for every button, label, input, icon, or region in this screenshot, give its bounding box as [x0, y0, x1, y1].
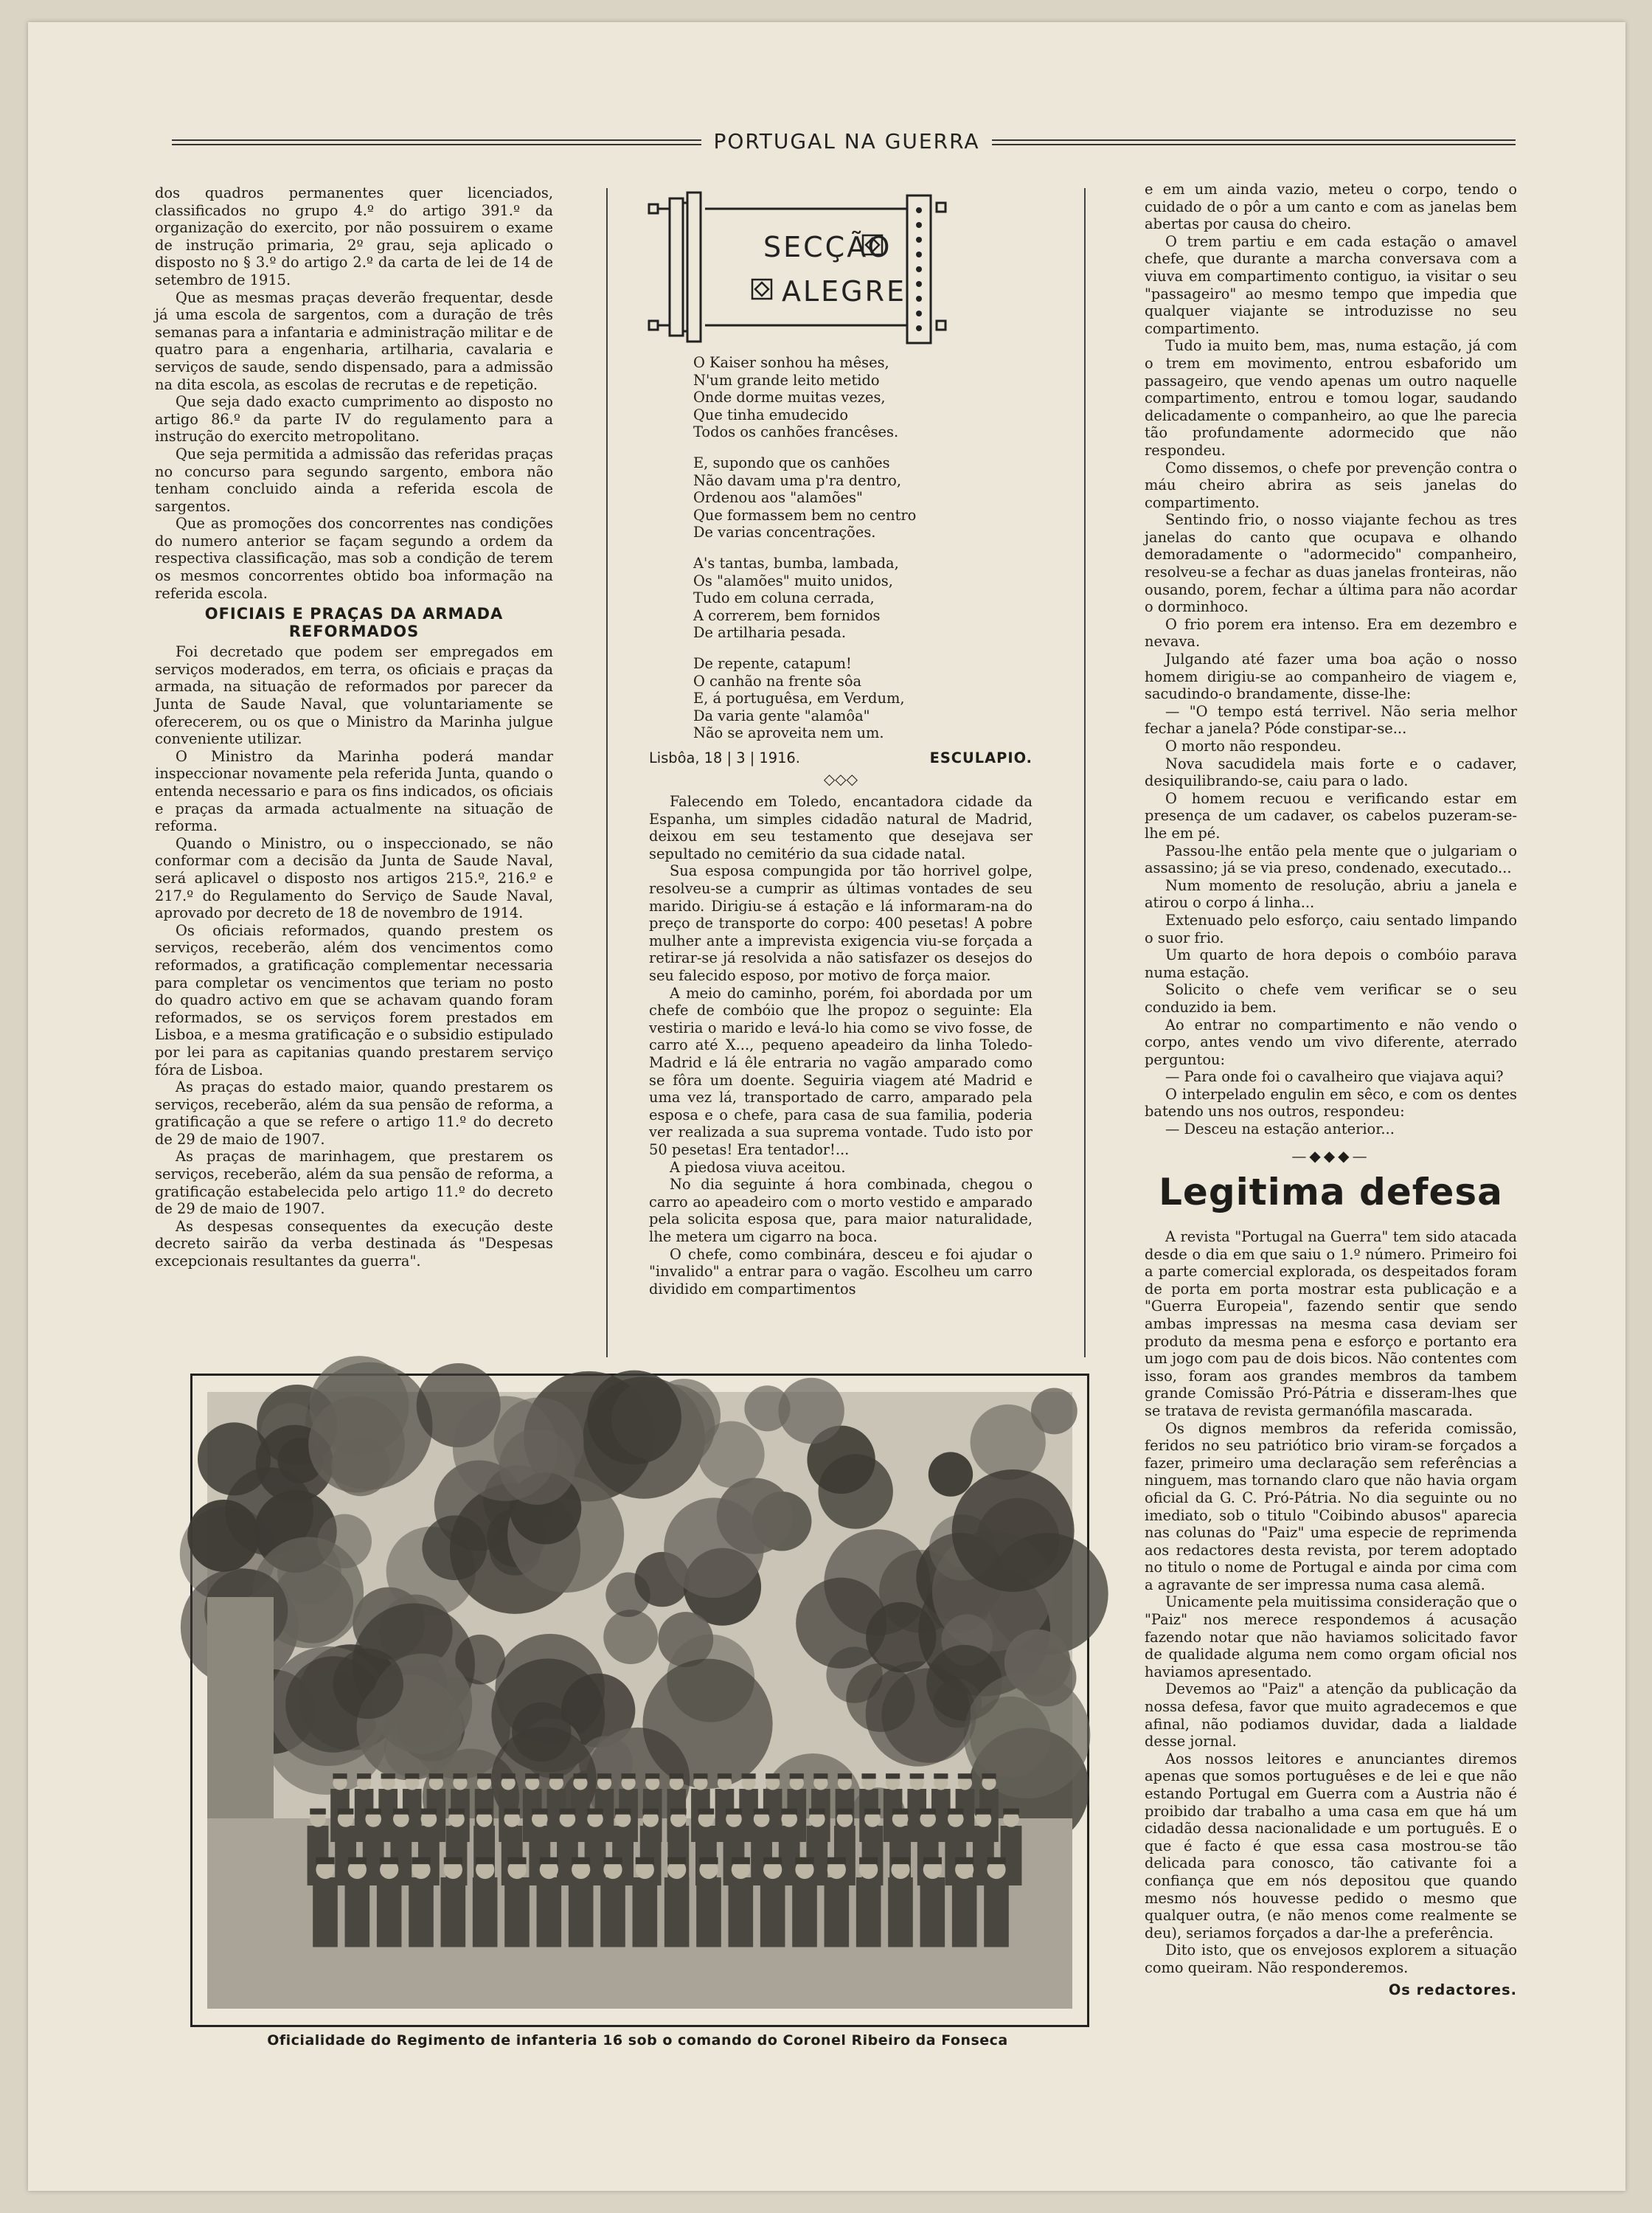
paragraph: Sentindo frio, o nosso viajante fechou as tres janelas do canto que ocupava e olhando demoradamente o "adormecido" companheiro, resolveu-se a fechar as duas janelas fronteiras, não ousando, porem, fechar a última para não acordar o dorminhoco. [1145, 511, 1517, 616]
legitima-defesa-article [1145, 1228, 1517, 2077]
poem-line: O canhão na frente sôa [693, 672, 862, 690]
paragraph: Num momento de resolução, abriu a janela e atirou o corpo á linha... [1145, 876, 1517, 912]
paragraph: Como dissemos, o chefe por prevenção contra o máu cheiro abrira as seis janelas do compartimento. [1145, 459, 1517, 511]
poem-line: A correrem, bem fornidos [693, 606, 881, 624]
poem-line: De repente, catapum! [693, 654, 852, 672]
ornament-divider: —◆◆◆— [1291, 1147, 1370, 1165]
paragraph: Devemos ao "Paiz" a atenção da publicação da nossa defesa, favor que muito agradecemos e que afinal, não podiamos duvidar, dada a lialdade desse jornal. [1145, 1680, 1517, 1750]
photo-caption: Oficialidade do Regimento de infanteria 16 sob o comando do Coronel Ribeiro da Fonseca [267, 2032, 1008, 2049]
paragraph: Que seja dado exacto cumprimento ao disposto no artigo 86.º da parte IV do regulamento para a instrução do exercito metropolitano. [155, 393, 553, 446]
paragraph: e em um ainda vazio, meteu o corpo, tendo o cuidado de o pôr a um canto e com as janelas bem abertas por causa do cheiro. [1145, 181, 1517, 233]
poem-line: Que formassem bem no centro [693, 506, 917, 524]
paragraph: Tudo ia muito bem, mas, numa estação, já com o trem em movimento, entrou esbaforido um passageiro, que vendo apenas um outro naquelle compartimento, entrou e tomou logar, saudando delicadamente o companheiro, ao que lhe parecia tão profundamente adormecido que não respondeu. [1145, 337, 1517, 459]
paragraph: Aos nossos leitores e anunciantes diremos apenas que somos portuguêses e de lei e que não estando Portugal em Guerra com a Austria não é proibido dar trabalho a uma casa em que há um cidadão dessa nacionalidade e um português. E o que é facto é que essa casa mostrou-se tão delicada para conosco, tão cativante foi a confiança que em nós depositou que quando mesmo nós houvesse pedido o mesmo que qualquer outra, (e não menos come realmente se deu), seriamos forçados a dar-lhe a preferência. [1145, 1750, 1517, 1942]
regiment-group-photo [192, 1376, 1087, 2025]
column-divider-1 [606, 188, 608, 1357]
paragraph: dos quadros permanentes quer licenciados, classificados no grupo 4.º do artigo 391.º da organização do exercito, por não possuirem o exame de instrução primaria, 2º grau, seja aplicado o disposto no § 3.º do artigo 2.º da carta de lei de 14 de setembro de 1915. [155, 184, 553, 288]
paragraph: — Para onde foi o cavalheiro que viajava aqui? [1165, 1068, 1504, 1086]
poem-place-date: Lisbôa, 18 | 3 | 1916. [649, 749, 800, 766]
poem-line: Ordenou aos "alamões" [693, 489, 863, 507]
poem-line: De varias concentrações. [693, 524, 876, 541]
paragraph: Os dignos membros da referida comissão, feridos no seu patriótico brio viram-se forçados a fazer, primeiro uma declaração sem referências a ninguem, mas tornando claro que não havia orgam oficial da G. C. Pró-Pátria. No dia seguinte ou no imediato, sob o titulo "Coibindo abusos" aparecia nas colunas do "Paiz" uma especie de reprimenda aos redactores desta revista, por terem adoptado no titulo o nome de Portugal e ainda por cima com a agravante de ser impressa numa casa alemã. [1145, 1419, 1517, 1593]
paragraph: As praças do estado maior, quando prestarem os serviços, receberão, além da sua pensão de reforma, a gratificação a que se refere o artigo 11.º do decreto de 29 de maio de 1907. [155, 1078, 553, 1148]
poem-line: De artilharia pesada. [693, 624, 846, 642]
column-3 [1145, 181, 1517, 1138]
paragraph: As despesas consequentes da execução deste decreto sairão da verba destinada ás "Despesas excepcionais resultantes da guerra". [155, 1217, 553, 1270]
paragraph: No dia seguinte á hora combinada, chegou o carro ao apeadeiro com o morto vestido e amparado pela solicita esposa que, para maior naturalidade, lhe metera um cigarro na boca. [649, 1176, 1032, 1245]
paragraph: Unicamente pela muitissima consideração que o "Paiz" nos merece respondemos á acusação fazendo notar que não haviamos solicitado favor de qualidade alguma nem como orgam oficial nos haviamos apresentado. [1145, 1593, 1517, 1680]
poem-line: A's tantas, bumba, lambada, [693, 554, 899, 572]
paragraph: Dito isto, que os envejosos explorem a situação como queiram. Não responderemos. [1145, 1942, 1517, 1976]
poem-line: Todos os canhões francêses. [693, 423, 899, 441]
paragraph: A piedosa viuva aceitou. [670, 1158, 846, 1176]
header-rule-right [992, 139, 1516, 145]
paragraph: Os oficiais reformados, quando prestem os serviços, receberão, além dos vencimentos como reformados, a gratificação complementar necessaria para completar os vencimentos que teriam no posto do quadro activo em que se achavam quando foram reformados, se os serviços forem prestados em Lisboa, e a mesma gratificação e o subsidio estipulado por lei para as capitanias quando prestarem serviço fóra de Lisboa. [155, 921, 553, 1078]
poem-line: Não davam uma p'ra dentro, [693, 471, 902, 489]
column-divider-2 [1084, 188, 1086, 1357]
seccao-title-line2: ALEGRE [782, 275, 907, 308]
paragraph: O Ministro da Marinha poderá mandar inspeccionar novamente pela referida Junta, quando o entenda necessario e para os fins indicados, os oficiais e praças da armada actualmente na situação de reforma. [155, 747, 553, 835]
poem-line: N'um grande leito metido [693, 371, 880, 389]
seccao-alegre-banner [649, 188, 981, 347]
poem-line: Os "alamões" muito unidos, [693, 572, 893, 589]
paragraph: Que as mesmas praças deverão frequentar, desde já uma escola de sargentos, com a duração de três semanas para a infantaria e administração militar e de quatro para a engenharia, artilharia, cavalaria e serviços de saude, sendo dispensado, para a admissão na dita escola, as escolas de recrutas e de repetição. [155, 288, 553, 393]
column-1 [155, 184, 553, 1354]
paragraph: O morto não respondeu. [1165, 738, 1342, 755]
seccao-title-line1: SECÇÃO [763, 231, 892, 263]
paragraph: Julgando até fazer uma boa ação o nosso homem dirigiu-se ao companheiro de viagem e, sacudindo-o brandamente, disse-lhe: [1145, 651, 1517, 703]
paragraph: Falecendo em Toledo, encantadora cidade da Espanha, um simples cidadão natural de Madrid, deixou em seu testamento que desejava ser sepultado no cemitério da sua cidade natal. [649, 793, 1032, 862]
paragraph: Ao entrar no compartimento e não vendo o corpo, antes vendo um vivo diferente, aterrado perguntou: [1145, 1016, 1517, 1068]
poem-line: E, supondo que os canhões [693, 454, 890, 471]
poem-line: Tudo em coluna cerrada, [693, 589, 875, 607]
paragraph: O homem recuou e verificando estar em presença de um cadaver, os cabelos puzeram-se-lhe em pé. [1145, 789, 1517, 842]
banner-frame-graphic [649, 188, 981, 347]
page-header [172, 129, 1516, 151]
section-heading-armada: OFICIAIS E PRAÇAS DA ARMADA REFORMADOS [204, 605, 504, 641]
poem-signature [649, 749, 1032, 767]
column-2 [649, 354, 1032, 1357]
article-title: Legitima defesa [1159, 1171, 1503, 1213]
poem-author: ESCULAPIO. [929, 749, 1032, 766]
poem-line: Onde dorme muitas vezes, [693, 389, 886, 406]
paragraph: O frio porem era intenso. Era em dezembro e nevava. [1145, 615, 1517, 651]
paragraph: Que seja permitida a admissão das referidas praças no concurso para segundo sargento, embora não tenham concluido ainda a referida escola de sargentos. [155, 445, 553, 515]
header-rule-left [172, 139, 701, 145]
legitima-defesa-heading [1145, 1147, 1517, 1213]
paragraph: Extenuado pelo esforço, caiu sentado limpando o suor frio. [1145, 911, 1517, 946]
header-title: PORTUGAL NA GUERRA [713, 129, 980, 153]
paragraph: Quando o Ministro, ou o inspeccionado, se não conformar com a decisão da Junta de Saude Naval, será aplicavel o disposto nos artigos 215.º, 216.º e 217.º do Regulamento do Serviço de Saude Naval, aprovado por decreto de 18 de novembro de 1914. [155, 834, 553, 922]
paragraph: O interpelado engulin em sêco, e com os dentes batendo uns nos outros, respondeu: [1145, 1085, 1517, 1121]
paragraph: Passou-lhe então pela mente que o julgariam o assassino; já se via preso, condenado, executado... [1145, 842, 1517, 877]
poem-line: O Kaiser sonhou ha mêses, [693, 354, 889, 371]
photo-frame [190, 1374, 1089, 2027]
paragraph: O chefe, como combinára, desceu e foi ajudar o "invalido" a entrar para o vagão. Escolheu um carro dividido em compartimentos [649, 1245, 1032, 1298]
signature: Os redactores. [1388, 1981, 1517, 1998]
poem-line: Que tinha emudecido [693, 406, 849, 423]
paragraph: A meio do caminho, porém, foi abordada por um chefe de combóio que lhe propoz o seguinte: Ela vestiria o marido e levá-lo hia como se vivo fosse, de carro até X..., pequeno apeadeiro da linha Toledo-Madrid e lá êle entraria no vagão amparado como se fôra um doente. Seguiria viagem até Madrid e uma vez lá, transportado de carro, amparado pela esposa e o chefe, para casa de sua familia, poderia ver realizada a sua suprema vontade. Tudo isto por 50 pesetas! Era tentador!... [649, 984, 1032, 1158]
paragraph: A revista "Portugal na Guerra" tem sido atacada desde o dia em que saiu o 1.º número. Primeiro foi a parte comercial explorada, os despeitados foram de porta em porta mostrar esta publicação e a "Guerra Europeia", fazendo sentir que sendo ambas impressas na mesma casa deviam ser produto da mesma pena e esforço e portanto era um jogo com pau de dois bicos. Não contentes com isso, foram aos grandes membros da tambem grande Comissão Pró-Pátria e disseram-lhes que se tratava de revista germanófila mascarada. [1145, 1228, 1517, 1419]
paragraph: Que as promoções dos concorrentes nas condições do numero anterior se façam segundo a ordem da respectiva classificação, mas sob a condição de terem os mesmos concorrentes obtido boa informação na referida escola. [155, 515, 553, 602]
paragraph: Um quarto de hora depois o combóio parava numa estação. [1145, 946, 1517, 981]
poem [649, 354, 1032, 742]
stone-pillar [207, 1597, 274, 1818]
paragraph: Solicito o chefe vem verificar se o seu conduzido ia bem. [1145, 981, 1517, 1016]
separator-ornament: ◇◇◇ [823, 770, 858, 789]
poem-line: E, á portuguêsa, em Verdum, [693, 690, 905, 707]
paragraph: O trem partiu e em cada estação o amavel chefe, que durante a marcha conversava com a viuva em compartimento contiguo, ia visitar o seu "passageiro" ao mesmo tempo que impedia que qualquer viajante se introduzisse no seu compartimento. [1145, 232, 1517, 337]
paragraph: Nova sacudidela mais forte e o cadaver, desiquilibrando-se, caiu para o lado. [1145, 755, 1517, 790]
paragraph: — "O tempo está terrivel. Não seria melhor fechar a janela? Póde constipar-se... [1145, 702, 1517, 738]
paragraph: Foi decretado que podem ser empregados em serviços moderados, em terra, os oficiais e praças da armada, na situação de reformados por parecer da Junta de Saude Naval, que voluntariamente se oferecerem, ou os que o Ministro da Marinha julgue conveniente utilizar. [155, 643, 553, 748]
poem-line: Da varia gente "alamôa" [693, 707, 870, 724]
poem-line: Não se aproveita nem um. [693, 724, 884, 742]
paragraph: Sua esposa compungida por tão horrivel golpe, resolveu-se a cumprir as últimas vontades de seu marido. Dirigiu-se á estação e lá informaram-na do preço de transporte do corpo: 400 pesetas! A pobre mulher ante a imprevista exigencia viu-se forçada a retirar-se já resolvida a não satisfazer os desejos do seu falecido esposo, por motivo de força maior. [649, 862, 1032, 984]
paragraph: — Desceu na estação anterior... [1165, 1121, 1395, 1138]
paragraph: As praças de marinhagem, que prestarem os serviços, receberão, além da sua pensão de reforma, a gratificação estabelecida pelo artigo 11.º do decreto de 29 de maio de 1907. [155, 1148, 553, 1218]
